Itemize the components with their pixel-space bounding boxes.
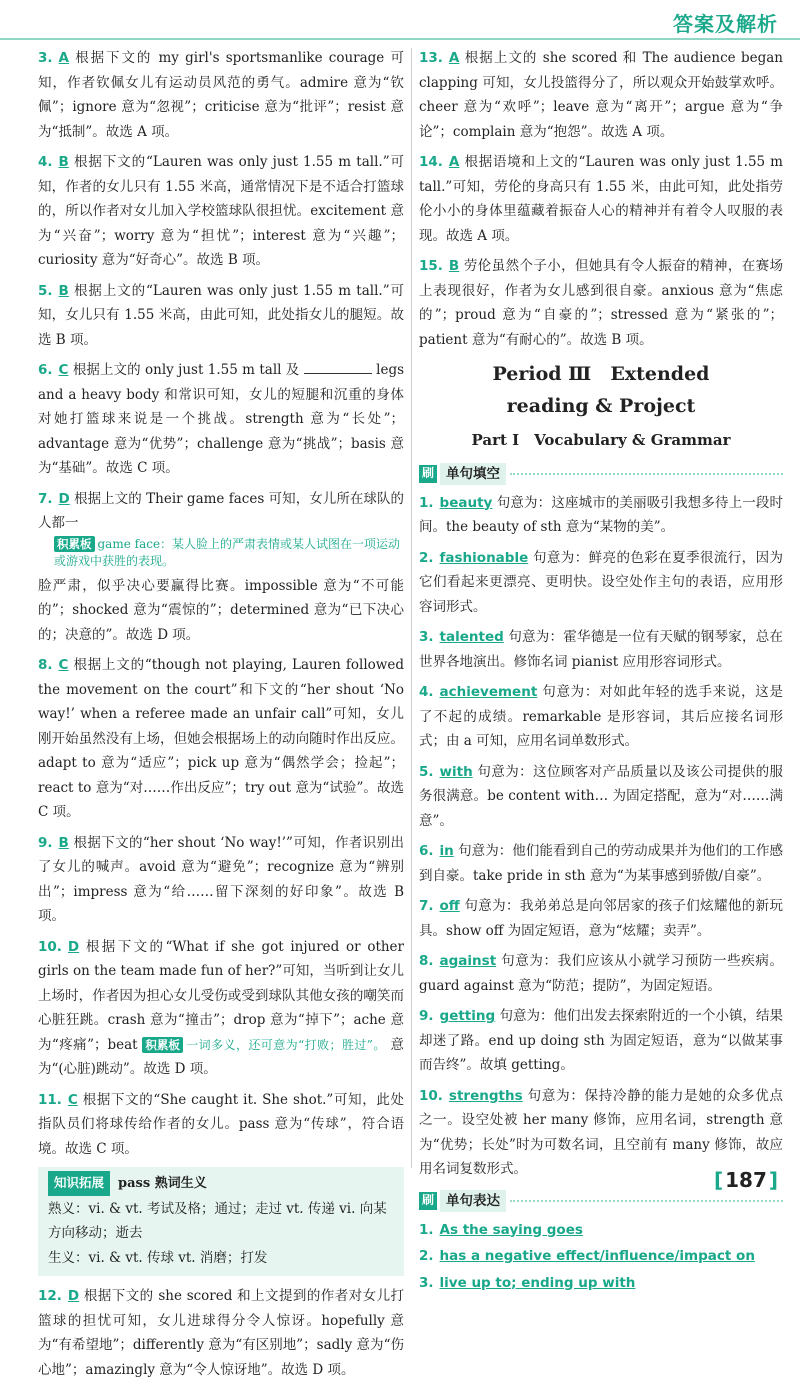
answer-item-8	[38, 653, 404, 825]
answer-word: beauty	[439, 494, 493, 511]
item-number: 14.	[419, 154, 443, 170]
explanation: 根据下文的“What if she got injured or other girls on the team made fun of her?”可知，当听到让女儿上场时，作者因为担心女儿受伤或受到球队其他女孩的嘲笑而心脏狂跳。crash 意为“撞击”；drop 意为“掉下”；ache 意为“疼痛”；beat	[38, 938, 405, 1053]
item-number: 1.	[419, 494, 434, 511]
answer-letter: D	[67, 1288, 80, 1304]
note-text: 一词多义，还可意为“打败；胜过”。	[185, 1037, 386, 1052]
explanation: 句意为：对如此年轻的选手来说，这是了不起的成绩。remarkable 是形容词，其后应接名词形式；由 a 可知，应用名词单数形式。	[419, 684, 784, 749]
note-text: game face：某人脸上的严肃表情或某人试图在一项运动或游戏中获胜的表现。	[54, 536, 401, 568]
answer-letter: B	[58, 834, 69, 851]
section-header-express	[419, 1190, 783, 1212]
explanation-cont: 脸严肃，似乎决心要赢得比赛。impossible 意为“不可能的”；shocked 意为“震惊的”；determined 意为“已下决心的；决意的”。故选 D 项。	[38, 577, 404, 643]
answer-letter: B	[58, 282, 69, 299]
item-number: 10.	[38, 938, 62, 955]
item-number: 10.	[419, 1087, 443, 1104]
answer-letter: A	[448, 50, 460, 66]
answer-word: achievement	[439, 684, 538, 700]
item-number: 3.	[419, 629, 434, 645]
item-number: 15.	[419, 258, 443, 274]
answer-item-14	[419, 150, 783, 248]
answer-item-13	[419, 46, 783, 144]
answer-letter: B	[58, 154, 69, 170]
item-number: 4.	[419, 684, 434, 700]
answer-item-11	[38, 1088, 404, 1162]
period-title-line: reading & Project	[506, 395, 696, 417]
column-divider	[411, 48, 412, 1168]
answer-phrase: has a negative effect/influence/impact on	[439, 1248, 755, 1264]
explanation: 根据下文的 my girl's sportsmanlike courage 可知，作者钦佩女儿有运动员风范的勇气。admire 意为“钦佩”；ignore 意为“忽视”；criticise 意为“批评”；resist 意为“抵制”。故选 A 项。	[38, 50, 405, 140]
explanation: 根据下文的“Lauren was only just 1.55 m tall.”可知，作者的女儿只有 1.55 米高，通常情况下是不适合打篮球的，所以作者对女儿加入学校篮球队很担忧。excitement 意为“兴奋”；worry 意为“担忧”；interest 意为“兴趣”；curiosity 意为“好奇心”。故选 B 项。	[38, 154, 404, 268]
explanation: 句意为：我们应该从小就学习预防一些疾病。guard against 意为“防范；提防”，为固定短语。	[419, 953, 783, 994]
item-number: 9.	[38, 834, 53, 851]
fill-item-8	[419, 949, 783, 998]
section-label: 单句填空	[440, 463, 506, 485]
explanation: 根据语境和上文的“Lauren was only just 1.55 m tall.”可知，劳伦的身高只有 1.55 米，由此可知，此处指劳伦小小的身体里蕴藏着振奋人心的精神并有着令人叹服的表现。故选 A 项。	[419, 154, 783, 244]
explanation: 句意为：这座城市的美丽吸引我想多待上一段时间。the beauty of sth 意为“某物的美”。	[419, 494, 784, 535]
knowledge-box-heading: pass 熟词生义	[118, 1176, 207, 1191]
note-tag: 积累板	[142, 1037, 183, 1053]
fill-item-10	[419, 1084, 783, 1182]
fill-list	[419, 491, 783, 1182]
item-number: 7.	[419, 898, 434, 914]
answer-item-7-cont	[38, 574, 404, 648]
explanation: 根据下文的“She caught it. She shot.”可知，此处指队员们将球传给作者的女儿。pass 意为“传球”，符合语境。故选 C 项。	[38, 1091, 404, 1157]
blank-line	[304, 361, 372, 374]
vocab-note	[54, 536, 404, 570]
fill-item-9	[419, 1004, 783, 1078]
explanation: 句意为：他们能看到自己的劳动成果并为他们的工作感到自豪。take pride in sth 意为“为某事感到骄傲/自豪”。	[419, 843, 784, 884]
answer-letter: D	[58, 490, 70, 507]
explanation-cont: 意为“(心脏)跳动”。故选 D 项。	[38, 1036, 404, 1077]
explanation: 根据上文的 Their game faces 可知，女儿所在球队的人都一	[38, 490, 404, 531]
item-number: 6.	[38, 362, 53, 378]
answer-letter: B	[448, 258, 460, 274]
section-label: 单句表达	[440, 1190, 506, 1212]
answer-letter: C	[58, 657, 69, 673]
item-number: 1.	[419, 1221, 434, 1238]
explanation: 根据上文的 she scored 和 The audience began clapping 可知，女儿投篮得分了，所以观众开始鼓掌欢呼。cheer 意为“欢呼”；leave 意为“离开”；argue 意为“争论”；complain 意为“抱怨”。故选 A 项。	[419, 50, 783, 140]
answer-letter: A	[448, 154, 460, 170]
answer-item-5	[38, 279, 404, 353]
page-number: [ 187 ]	[714, 1168, 778, 1192]
knowledge-box-line: 生义：vi. & vt. 传球 vt. 消磨；打发	[48, 1249, 268, 1266]
section-badge: 刷	[419, 465, 437, 483]
period-title-line: Period Ⅲ Extended	[492, 363, 710, 385]
explanation-cont: legs and a heavy body 和常识可知，女儿的短腿和沉重的身体对她打篮球来说是一个挑战。strength 意为“长处”；advantage 意为“优势”；challenge 意为“挑战”；basis 意为“基础”。故选 C 项。	[38, 362, 405, 476]
item-number: 5.	[419, 763, 434, 780]
answer-letter: D	[67, 938, 80, 955]
section-rule	[510, 473, 783, 475]
fill-item-1	[419, 491, 783, 540]
answer-word: against	[439, 953, 497, 969]
explanation: 句意为：这位顾客对产品质量以及该公司提供的服务很满意。be content with… 为固定搭配，意为“对……满意”。	[419, 763, 783, 829]
header-title: 答案及解析	[673, 12, 778, 36]
right-column	[419, 46, 783, 1297]
section-rule	[510, 1200, 783, 1202]
item-number: 8.	[419, 953, 434, 969]
answer-letter: C	[58, 362, 69, 378]
knowledge-box-line: 熟义：vi. & vt. 考试及格；通过；走过 vt. 传递 vi. 向某方向移动；逝去	[48, 1200, 387, 1241]
explanation: 句意为：我弟弟总是向邻居家的孩子们炫耀他的新玩具。show off 为固定短语，意为“炫耀；卖弄”。	[419, 898, 784, 939]
answer-word: in	[439, 843, 454, 859]
answer-item-4	[38, 150, 404, 273]
answer-item-9	[38, 831, 404, 929]
answer-word: talented	[439, 629, 504, 645]
express-list	[419, 1218, 783, 1296]
left-column	[38, 46, 404, 1388]
explanation: 句意为：霍华德是一位有天赋的钢琴家，总在世界各地演出。修饰名词 pianist 应用形容词形式。	[419, 629, 784, 670]
item-number: 3.	[38, 50, 53, 66]
answer-item-7	[38, 487, 404, 536]
item-number: 4.	[38, 154, 53, 170]
fill-item-4	[419, 680, 783, 754]
explanation: 根据下文的“her shout ‘No way!’”可知，作者识别出了女儿的喊声。avoid 意为“避免”；recognize 意为“辨别出”；impress 意为“给……留下深刻的好印象”。故选 B 项。	[38, 834, 404, 924]
header-divider	[0, 38, 800, 40]
answer-item-12	[38, 1284, 404, 1382]
knowledge-box-title: 知识拓展	[48, 1171, 110, 1196]
answer-phrase: live up to; ending up with	[439, 1274, 636, 1291]
explanation: 根据上文的“Lauren was only just 1.55 m tall.”可知，女儿只有 1.55 米高，由此可知，此处指女儿的腿短。故选 B 项。	[38, 282, 404, 348]
explanation: 句意为：鲜亮的色彩在夏季很流行，因为它们看起来更漂亮、更明快。设空处作主句的表语，应用形容词形式。	[419, 549, 784, 615]
fill-item-5	[419, 760, 783, 834]
fill-item-7	[419, 894, 783, 943]
answer-word: fashionable	[439, 549, 529, 566]
answer-word: getting	[439, 1008, 496, 1024]
answer-word: off	[439, 898, 460, 914]
answer-phrase: As the saying goes	[439, 1221, 583, 1238]
explanation: 句意为：保持冷静的能力是她的众多优点之一。设空处被 her many 修饰，应用名词，strength 意为“优势；长处”时为可数名词，且空前有 many 修饰，故应用名词复数形式。	[419, 1087, 784, 1177]
express-item-3	[419, 1271, 783, 1296]
fill-item-2	[419, 546, 783, 620]
express-item-1	[419, 1218, 783, 1243]
item-number: 3.	[419, 1274, 434, 1291]
part-title: Part Ⅰ Vocabulary & Grammar	[471, 431, 731, 449]
item-number: 2.	[419, 1248, 434, 1264]
section-badge: 刷	[419, 1192, 437, 1210]
item-number: 12.	[38, 1288, 62, 1304]
answer-word: strengths	[448, 1087, 523, 1104]
explanation: 根据下文的 she scored 和上文提到的作者对女儿打篮球的担忧可知，女儿进球得分令人惊讶。hopefully 意为“有希望地”；differently 意为“有区别地”；sadly 意为“伤心地”；amazingly 意为“令人惊讶地”。故选 D 项。	[38, 1288, 405, 1378]
section-header-fill	[419, 463, 783, 485]
item-number: 8.	[38, 657, 53, 673]
explanation: 句意为：他们出发去探索附近的一个小镇，结果却迷了路。end up doing sth 为固定短语，意为“以做某事而告终”。故填 getting。	[419, 1008, 783, 1073]
item-number: 13.	[419, 50, 443, 66]
answer-item-15	[419, 254, 783, 352]
period-title	[419, 358, 783, 422]
express-item-2	[419, 1244, 783, 1269]
note-tag: 积累板	[54, 536, 95, 552]
item-number: 6.	[419, 843, 434, 859]
item-number: 7.	[38, 490, 53, 507]
item-number: 5.	[38, 282, 53, 299]
answer-item-3	[38, 46, 404, 144]
item-number: 2.	[419, 549, 434, 566]
knowledge-box	[38, 1167, 404, 1276]
answer-letter: C	[67, 1091, 78, 1108]
explanation: 根据上文的“though not playing, Lauren followed the movement on the court”和下文的“her shout ‘No way!’ when a referee made an unfair call”可知，女儿刚开始虽然没有上场，但她会根据场上的动向随时作出反应。adapt to 意为“适应”；pick up 意为“偶然学会；捡起”；react to 意为“对……作出反应”；try out 意为“试验”。故选 C 项。	[38, 657, 404, 820]
answer-item-10	[38, 935, 404, 1082]
answer-item-6	[38, 358, 404, 481]
item-number: 11.	[38, 1091, 62, 1108]
fill-item-3	[419, 625, 783, 674]
answer-word: with	[439, 763, 473, 780]
explanation: 根据上文的 only just 1.55 m tall 及	[72, 362, 300, 378]
item-number: 9.	[419, 1008, 434, 1024]
answer-letter: A	[58, 50, 69, 66]
explanation: 劳伦虽然个子小，但她具有令人振奋的精神，在赛场上表现很好，作者为女儿感到很自豪。anxious 意为“焦虑的”；proud 意为“自豪的”；stressed 意为“紧张的”；patient 意为“有耐心的”。故选 B 项。	[419, 258, 783, 348]
fill-item-6	[419, 839, 783, 888]
